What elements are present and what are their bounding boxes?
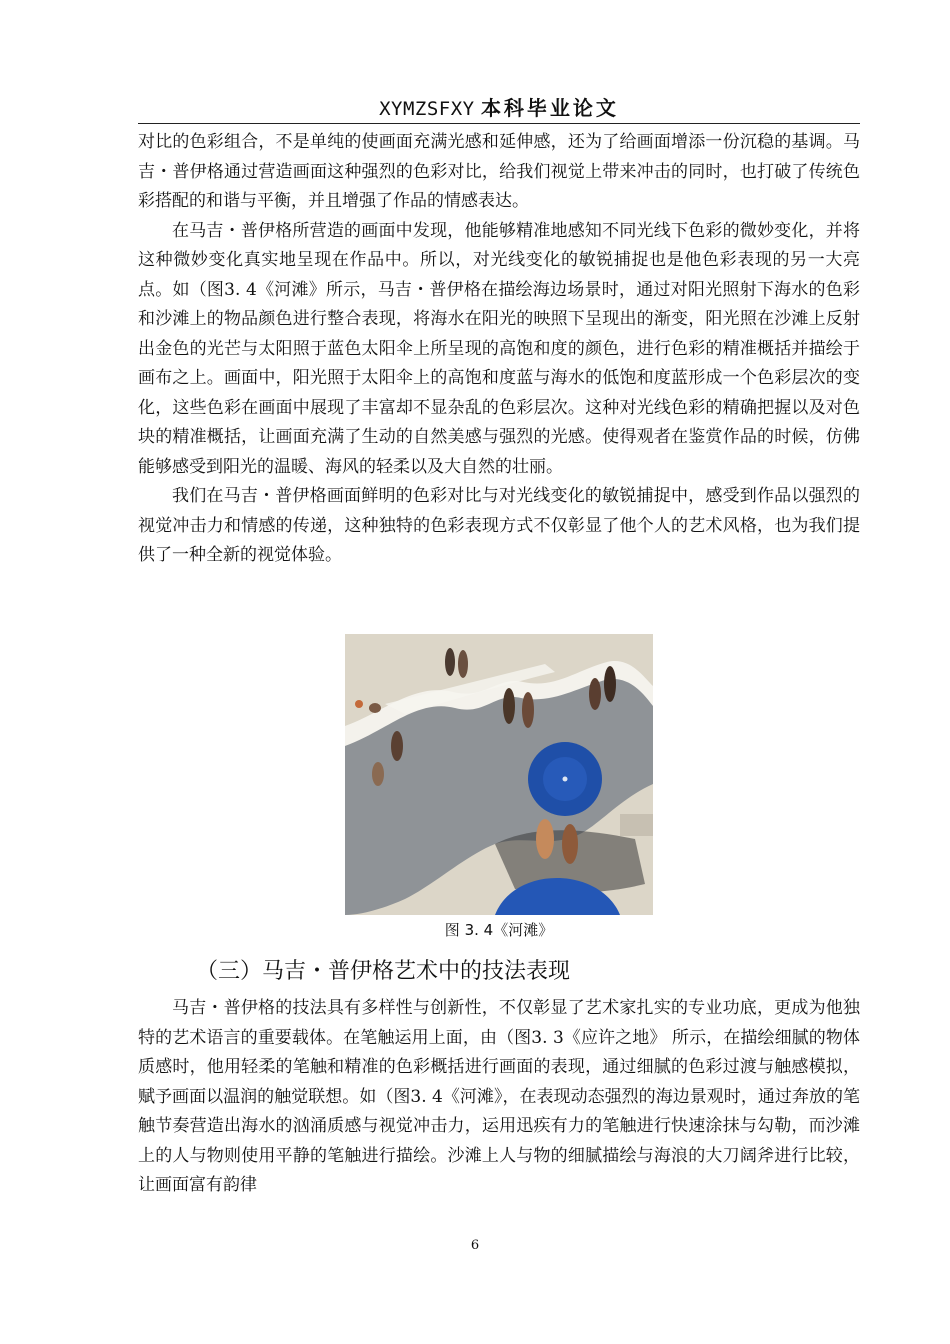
blue-umbrella-center [563,777,568,782]
paragraph-4: 马吉・普伊格的技法具有多样性与创新性，不仅彰显了艺术家扎实的专业功底，更成为他独特的艺术语言的重要载体。在笔触运用上面，由（图3. 3《应许之地》 所示，在描绘细腻的物体质感时，他用轻柔的笔触和精准的色彩概括进行画面的表现，通过细腻的色彩过渡与触感模拟，赋予画面以温润的触觉联想。如（图3. 4《河滩》，在表现动态强烈的海边景观时，通过奔放的笔触节奏营造出海水的汹涌质感与视觉冲击力，运用迅疾有力的笔触进行快速涂抹与勾勒，而沙滩上的人与物则使用平静的笔触进行描绘。沙滩上人与物的细腻描绘与海浪的大刀阔斧进行比较，让画面富有韵律 [138,998,860,1195]
page-number: 6 [470,1238,480,1253]
person [562,824,578,864]
person [458,650,468,678]
person [369,703,381,713]
person [503,688,515,724]
person [391,731,403,761]
header-latin: XYMZSFXY [379,98,475,120]
figure-caption: 图 3. 4《河滩》 [444,921,554,939]
header-rule [138,123,860,124]
page-header [138,94,860,122]
figure-beach-painting [345,634,653,915]
header-title: 本科毕业论文 [480,96,619,120]
person [604,666,616,702]
person [589,678,601,710]
body-text-bottom [138,994,860,1201]
body-text-top [138,128,860,571]
person [536,819,554,859]
section-title: （三）马吉・普伊格艺术中的技法表现 [196,959,571,984]
paragraph-3: 我们在马吉・普伊格画面鲜明的色彩对比与对光线变化的敏锐捕捉中，感受到作品以强烈的视觉冲击力和情感的传递，这种独特的色彩表现方式不仅彰显了他个人的艺术风格，也为我们提供了一种全新的视觉体验。 [138,486,860,565]
beach-painting-image [345,634,653,915]
person [445,648,455,676]
paragraph-1: 对比的色彩组合，不是单纯的使画面充满光感和延伸感，还为了给画面增添一份沉稳的基调。马吉・普伊格通过营造画面这种强烈的色彩对比，给我们视觉上带来冲击的同时，也打破了传统色彩搭配的和谐与平衡，并且增强了作品的情感表达。 [138,132,860,211]
person [372,762,384,786]
person [522,692,534,728]
paragraph-2: 在马吉・普伊格所营造的画面中发现，他能够精准地感知不同光线下色彩的微妙变化，并将这种微妙变化真实地呈现在作品中。所以，对光线变化的敏锐捕捉也是他色彩表现的另一大亮点。如（图3. 4《河滩》所示，马吉・普伊格在描绘海边场景时，通过对阳光照射下海水的色彩和沙滩上的物品颜色进行整合表现，将海水在阳光的映照下呈现出的渐变，阳光照在沙滩上反射出金色的光芒与太阳照于蓝色太阳伞上所呈现的高饱和度的颜色，进行色彩的精准概括并描绘于画布之上。画面中，阳光照于太阳伞上的高饱和度蓝与海水的低饱和度蓝形成一个色彩层次的变化，这些色彩在画面中展现了丰富却不显杂乱的色彩层次。这种对光线色彩的精确把握以及对色块的精准概括，让画面充满了生动的自然美感与强烈的光感。使得观者在鉴赏作品的时候，仿佛能够感受到阳光的温暖、海风的轻柔以及大自然的壮丽。 [138,220,860,477]
person [355,700,363,708]
towel [620,814,653,836]
